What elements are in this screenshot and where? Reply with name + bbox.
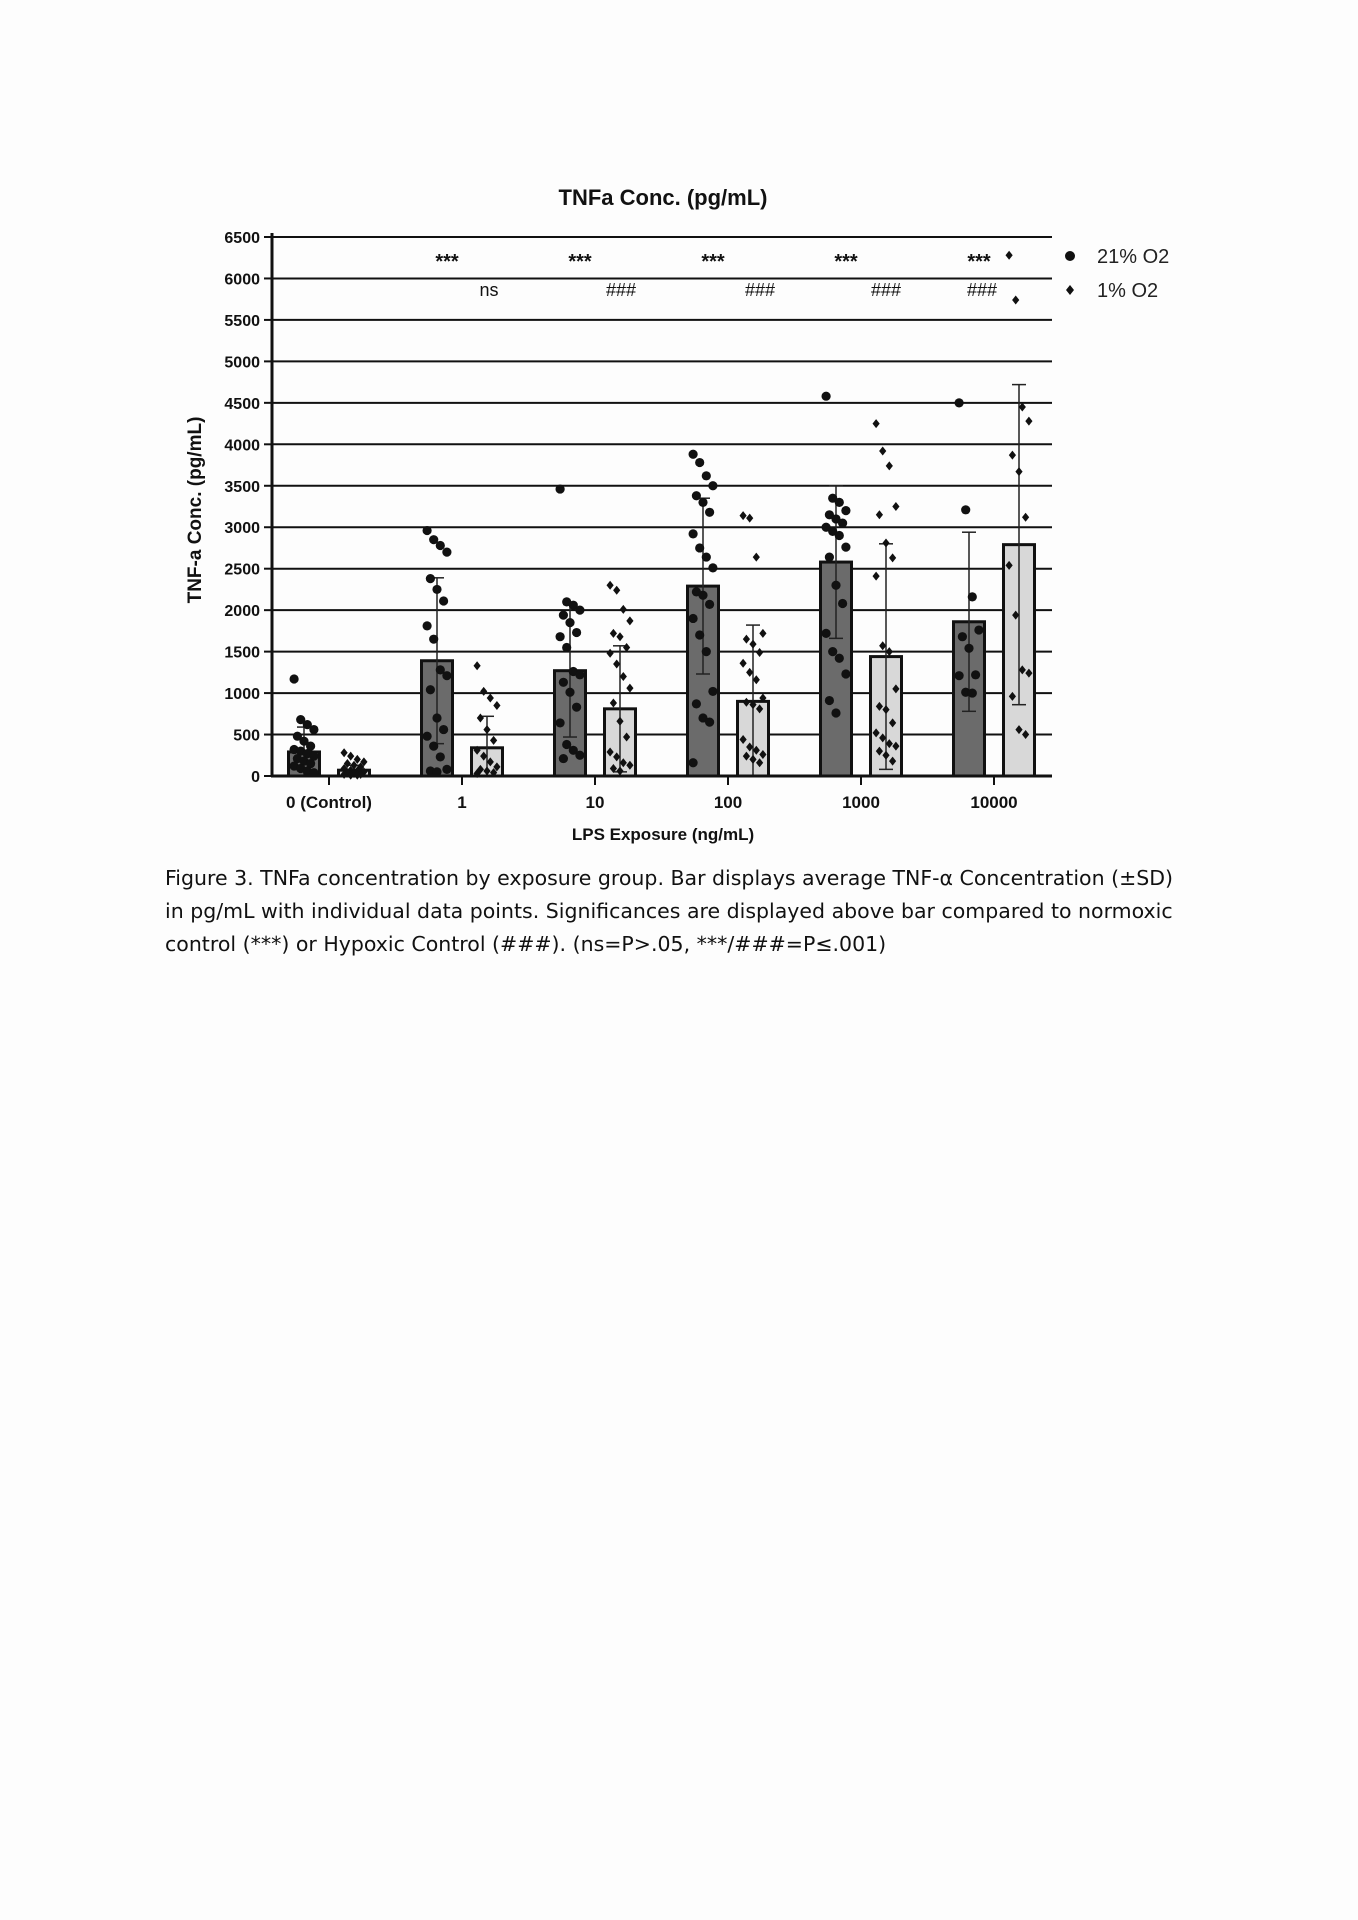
- data-point-21-o2: [974, 625, 983, 634]
- data-point-21-o2: [556, 632, 565, 641]
- data-point-1-o2: [1025, 417, 1032, 426]
- data-point-1-o2: [477, 713, 484, 722]
- data-point-21-o2: [955, 671, 964, 680]
- data-point-21-o2: [708, 563, 717, 572]
- data-point-21-o2: [841, 506, 850, 515]
- data-point-1-o2: [1015, 467, 1022, 476]
- data-point-1-o2: [347, 752, 354, 761]
- data-point-21-o2: [309, 725, 318, 734]
- data-point-1-o2: [879, 446, 886, 455]
- data-point-21-o2: [423, 621, 432, 630]
- data-point-1-o2: [626, 684, 633, 693]
- data-point-21-o2: [692, 491, 701, 500]
- data-point-21-o2: [958, 632, 967, 641]
- data-point-21-o2: [439, 725, 448, 734]
- x-tick-label: 100: [713, 793, 743, 812]
- data-point-21-o2: [838, 599, 847, 608]
- significance-normoxic: ***: [568, 251, 592, 273]
- data-point-21-o2: [423, 732, 432, 741]
- data-point-21-o2: [442, 671, 451, 680]
- data-point-1-o2: [892, 502, 899, 511]
- significance-hypoxic: ns: [479, 280, 499, 300]
- data-point-1-o2: [743, 635, 750, 644]
- y-tick-label: 5500: [224, 312, 260, 330]
- data-point-21-o2: [556, 718, 565, 727]
- data-point-21-o2: [559, 678, 568, 687]
- data-point-21-o2: [442, 765, 451, 774]
- data-point-21-o2: [572, 628, 581, 637]
- x-tick-label: 10000: [970, 793, 1018, 812]
- significance-hypoxic: ###: [605, 280, 637, 300]
- y-tick-label: 4500: [224, 395, 260, 413]
- data-point-21-o2: [436, 541, 445, 550]
- data-point-21-o2: [698, 498, 707, 507]
- y-axis-label: TNF-a Conc. (pg/mL): [185, 416, 206, 604]
- y-tick-label: 1000: [224, 686, 260, 704]
- data-point-21-o2: [575, 751, 584, 760]
- data-point-1-o2: [889, 553, 896, 562]
- data-point-21-o2: [565, 688, 574, 697]
- data-point-21-o2: [426, 574, 435, 583]
- data-point-21-o2: [429, 635, 438, 644]
- data-point-1-o2: [753, 675, 760, 684]
- data-point-21-o2: [572, 703, 581, 712]
- data-point-21-o2: [841, 669, 850, 678]
- data-point-1-o2: [626, 616, 633, 625]
- data-point-21-o2: [702, 647, 711, 656]
- data-point-1-o2: [756, 648, 763, 657]
- significance-hypoxic: ###: [870, 280, 902, 300]
- data-point-1-o2: [341, 748, 348, 757]
- data-point-21-o2: [432, 585, 441, 594]
- data-point-21-o2: [971, 670, 980, 679]
- data-point-21-o2: [556, 484, 565, 493]
- figure: [0, 0, 1358, 880]
- tnfa-bar-chart: [0, 0, 1358, 880]
- y-tick-label: 500: [233, 727, 260, 745]
- data-point-21-o2: [705, 718, 714, 727]
- data-point-1-o2: [607, 649, 614, 658]
- x-tick-label: 1000: [842, 793, 880, 812]
- data-point-1-o2: [753, 553, 760, 562]
- data-point-21-o2: [429, 742, 438, 751]
- data-point-21-o2: [822, 392, 831, 401]
- data-point-21-o2: [695, 458, 704, 467]
- data-point-21-o2: [698, 591, 707, 600]
- data-point-21-o2: [968, 688, 977, 697]
- data-point-21-o2: [689, 450, 698, 459]
- data-point-21-o2: [828, 647, 837, 656]
- legend-entry-21-o2: [1065, 246, 1169, 268]
- data-point-1-o2: [616, 632, 623, 641]
- data-point-1-o2: [493, 701, 500, 710]
- data-point-1-o2: [1022, 513, 1029, 522]
- y-tick-label: 4000: [224, 437, 260, 455]
- data-point-1-o2: [490, 736, 497, 745]
- data-point-21-o2: [825, 552, 834, 561]
- data-point-21-o2: [838, 518, 847, 527]
- data-point-1-o2: [886, 461, 893, 470]
- data-point-21-o2: [831, 708, 840, 717]
- y-tick-label: 5000: [224, 354, 260, 372]
- data-point-1-o2: [873, 419, 880, 428]
- legend-marker-diamond: [1066, 285, 1074, 295]
- y-tick-label: 1500: [224, 644, 260, 662]
- legend-label: 1% O2: [1097, 280, 1159, 302]
- data-point-1-o2: [886, 647, 893, 656]
- data-point-1-o2: [620, 672, 627, 681]
- data-point-1-o2: [882, 538, 889, 547]
- significance-hypoxic: ###: [744, 280, 776, 300]
- data-point-1-o2: [480, 687, 487, 696]
- data-point-21-o2: [825, 696, 834, 705]
- axes: [224, 230, 1052, 812]
- legend: [1065, 246, 1169, 302]
- data-point-21-o2: [559, 611, 568, 620]
- data-point-21-o2: [702, 471, 711, 480]
- significance-normoxic: ***: [435, 251, 459, 273]
- y-tick-label: 3500: [224, 478, 260, 496]
- data-point-1-o2: [620, 605, 627, 614]
- data-point-21-o2: [695, 630, 704, 639]
- x-tick-label: 10: [585, 793, 605, 812]
- data-point-1-o2: [740, 659, 747, 668]
- data-point-21-o2: [695, 543, 704, 552]
- chart-title: TNFa Conc. (pg/mL): [558, 185, 768, 210]
- data-point-1-o2: [873, 572, 880, 581]
- x-axis-label: LPS Exposure (ng/mL): [571, 825, 755, 844]
- data-point-21-o2: [692, 699, 701, 708]
- data-point-1-o2: [746, 514, 753, 523]
- data-point-21-o2: [955, 398, 964, 407]
- data-point-21-o2: [423, 526, 432, 535]
- data-point-1-o2: [474, 661, 481, 670]
- y-tick-label: 2000: [224, 603, 260, 621]
- bars: [289, 545, 1035, 776]
- data-point-21-o2: [961, 505, 970, 514]
- data-point-1-o2: [1006, 251, 1013, 260]
- data-point-21-o2: [689, 529, 698, 538]
- data-point-21-o2: [835, 654, 844, 663]
- data-point-21-o2: [835, 498, 844, 507]
- data-point-1-o2: [483, 725, 490, 734]
- data-point-21-o2: [822, 629, 831, 638]
- data-point-1-o2: [1012, 296, 1019, 305]
- data-points: [290, 251, 1033, 780]
- data-point-21-o2: [426, 685, 435, 694]
- data-point-1-o2: [613, 660, 620, 669]
- data-point-21-o2: [562, 643, 571, 652]
- data-point-21-o2: [702, 552, 711, 561]
- y-tick-label: 3000: [224, 520, 260, 538]
- data-point-1-o2: [740, 511, 747, 520]
- data-point-21-o2: [559, 754, 568, 763]
- y-tick-label: 0: [251, 769, 260, 786]
- data-point-21-o2: [689, 758, 698, 767]
- y-tick-label: 6500: [224, 230, 260, 247]
- data-point-21-o2: [968, 592, 977, 601]
- figure-caption: Figure 3. TNFa concentration by exposure group. Bar displays average TNF-α Concentration (±SD) in pg/mL with individual data points. Significances are displayed above bar compared to normoxic control (***) or Hypoxic Control (###). (ns=P>.05, ***/###=P≤.001): [165, 866, 1174, 956]
- data-point-21-o2: [708, 687, 717, 696]
- data-point-21-o2: [835, 531, 844, 540]
- data-point-1-o2: [749, 640, 756, 649]
- data-point-21-o2: [436, 752, 445, 761]
- significance-normoxic: ***: [834, 251, 858, 273]
- significance-hypoxic: ###: [966, 280, 998, 300]
- data-point-1-o2: [1009, 451, 1016, 460]
- data-point-1-o2: [607, 581, 614, 590]
- significance-normoxic: ***: [967, 251, 991, 273]
- data-point-1-o2: [613, 586, 620, 595]
- data-point-1-o2: [876, 510, 883, 519]
- data-point-1-o2: [759, 629, 766, 638]
- significance-normoxic: ***: [701, 251, 725, 273]
- data-point-21-o2: [575, 670, 584, 679]
- data-point-21-o2: [705, 508, 714, 517]
- y-tick-label: 2500: [224, 561, 260, 579]
- data-point-21-o2: [705, 600, 714, 609]
- data-point-1-o2: [746, 668, 753, 677]
- data-point-21-o2: [432, 713, 441, 722]
- data-point-1-o2: [610, 699, 617, 708]
- legend-label: 21% O2: [1097, 246, 1170, 268]
- legend-entry-1-o2: [1066, 280, 1158, 302]
- data-point-21-o2: [841, 543, 850, 552]
- data-point-21-o2: [290, 674, 299, 683]
- legend-marker-circle: [1065, 251, 1075, 261]
- data-point-21-o2: [439, 596, 448, 605]
- data-point-21-o2: [565, 618, 574, 627]
- x-tick-label: 0 (Control): [286, 793, 372, 812]
- data-point-21-o2: [964, 644, 973, 653]
- data-point-21-o2: [831, 581, 840, 590]
- data-point-21-o2: [708, 481, 717, 490]
- x-tick-label: 1: [457, 793, 467, 812]
- data-point-1-o2: [879, 641, 886, 650]
- data-point-21-o2: [442, 548, 451, 557]
- data-point-21-o2: [575, 606, 584, 615]
- data-point-21-o2: [689, 614, 698, 623]
- y-tick-label: 6000: [224, 271, 260, 289]
- gridlines: [272, 237, 1052, 735]
- data-point-1-o2: [610, 629, 617, 638]
- data-point-1-o2: [487, 694, 494, 703]
